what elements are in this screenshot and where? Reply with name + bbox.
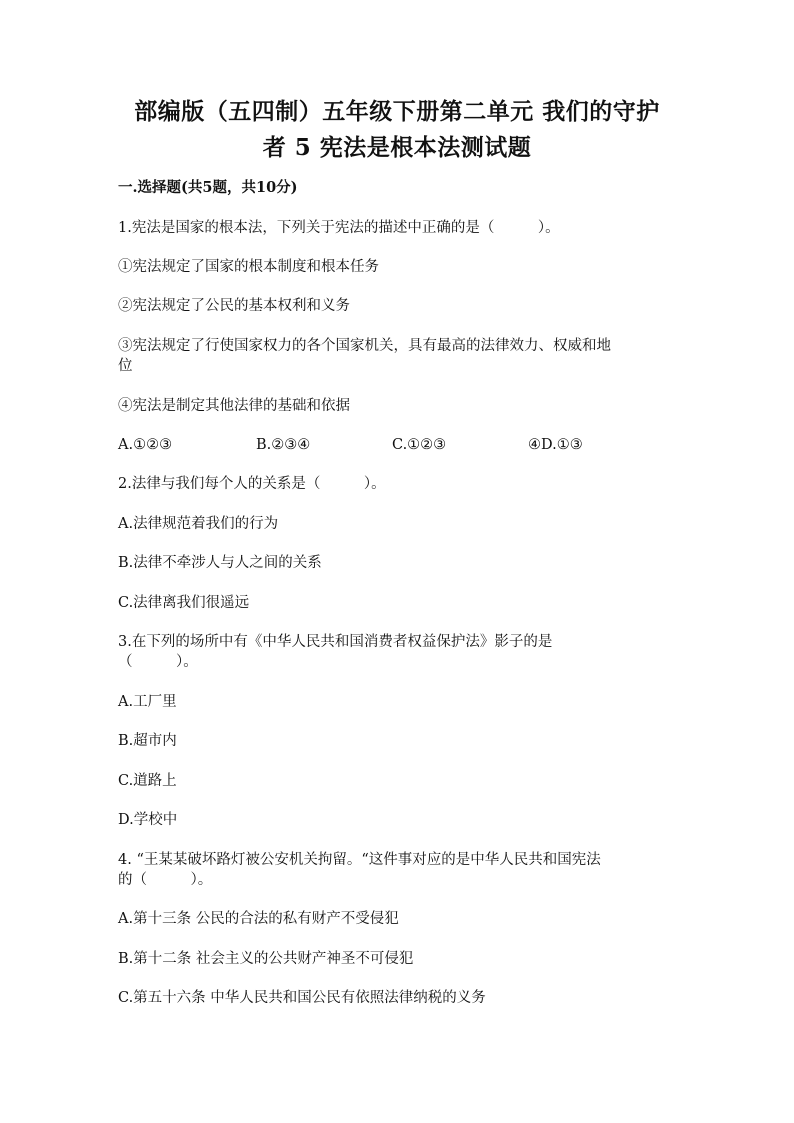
question-3-option-a: A.工厂里 <box>118 694 177 710</box>
question-1-statement-2: ②宪法规定了公民的基本权利和义务 <box>118 298 350 314</box>
question-3-stem-line-2: （ ）。 <box>118 654 198 670</box>
question-4-option-b: B.第十二条 社会主义的公共财产神圣不可侵犯 <box>118 951 414 967</box>
question-4-option-c: C.第五十六条 中华人民共和国公民有依照法律纳税的义务 <box>118 990 486 1006</box>
question-4-stem-line-2: 的（ ）。 <box>118 872 213 888</box>
question-1-option-d: ④D.①③ <box>528 437 583 453</box>
question-2-option-c: C.法律离我们很遥远 <box>118 595 250 611</box>
document-title-line-2: 者 5 宪法是根本法测试题 <box>262 134 532 161</box>
question-2-option-a: A.法律规范着我们的行为 <box>118 516 279 532</box>
question-4-option-a: A.第十三条 公民的合法的私有财产不受侵犯 <box>118 911 399 927</box>
question-3-option-c: C.道路上 <box>118 773 177 789</box>
question-2-stem: 2.法律与我们每个人的关系是（ ）。 <box>118 476 386 492</box>
question-2-option-b: B.法律不牵涉人与人之间的关系 <box>118 555 322 571</box>
question-3-option-d: D.学校中 <box>118 812 178 828</box>
question-1-option-a: A.①②③ <box>118 437 173 453</box>
question-1-stem: 1.宪法是国家的根本法，下列关于宪法的描述中正确的是（ ）。 <box>118 220 560 236</box>
section-heading: 一.选择题(共5题，共10分) <box>118 179 298 196</box>
question-1-statement-3-cont: 位 <box>118 358 133 374</box>
question-3-option-b: B.超市内 <box>118 733 177 749</box>
question-1-statement-4: ④宪法是制定其他法律的基础和依据 <box>118 398 350 414</box>
question-4-stem-line-1: 4. “王某某破坏路灯被公安机关拘留。“这件事对应的是中华人民共和国宪法 <box>118 852 601 868</box>
question-1-statement-3: ③宪法规定了行使国家权力的各个国家机关，具有最高的法律效力、权威和地 <box>118 338 611 354</box>
question-1-statement-1: ①宪法规定了国家的根本制度和根本任务 <box>118 259 379 275</box>
document-title-line-1: 部编版（五四制）五年级下册第二单元 我们的守护 <box>134 98 660 125</box>
question-3-stem-line-1: 3.在下列的场所中有《中华人民共和国消费者权益保护法》影子的是 <box>118 634 553 650</box>
question-1-option-b: B.②③④ <box>256 437 311 453</box>
question-1-option-c: C.①②③ <box>392 437 447 453</box>
